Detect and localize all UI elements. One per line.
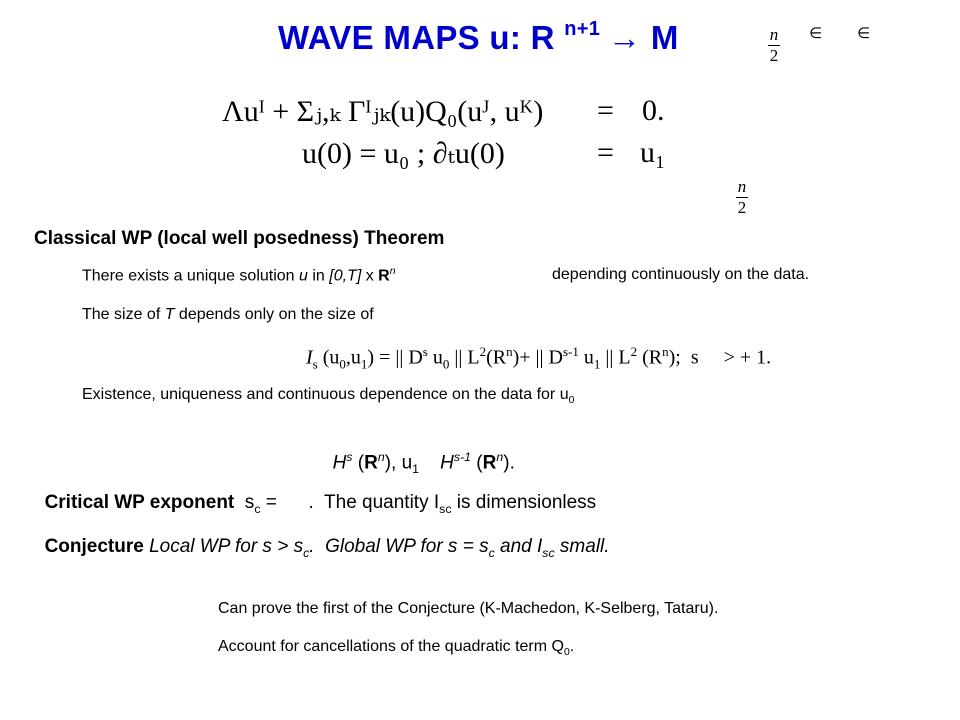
- equation-fraction: $\frac{n}{2}$: [737, 177, 747, 217]
- title-lead: WAVE MAPS u: R: [278, 19, 565, 56]
- equation-line-1-rhs: 0.: [642, 94, 665, 127]
- element-of-icon-2: ∈: [857, 24, 871, 42]
- theorem-line-1-tail: depending continuously on the data.: [552, 266, 810, 283]
- element-of-icon: ∈: [809, 24, 823, 42]
- equation-line-2-equals: =: [597, 136, 614, 169]
- page-title: [278, 18, 679, 57]
- sobolev-spaces: $H^s$ $(R^n)$, $u_1$ $H^{s-1}$ $(R^n)$.: [332, 450, 515, 477]
- equation-line-2-rhs: u₁: [640, 136, 666, 169]
- corner-fraction: $\frac{n}{2}$: [769, 25, 779, 65]
- theorem-line-3: Existence, uniqueness and continuous dependence on the data for $u_0$: [82, 386, 575, 407]
- conjecture-line: Conjecture Local WP for $s > s_c$. Global WP for $s = s_c$ and $I_{sc}$ small.: [44, 536, 610, 560]
- theorem-heading: Classical WP (local well posedness) Theorem: [34, 228, 445, 249]
- title-exponent: n+1: [564, 18, 601, 40]
- title-target: M: [641, 19, 679, 56]
- note-line-2: Account for cancellations of the quadratic term $Q_0$.: [218, 638, 575, 659]
- theorem-line-2: The size of T depends only on the size of: [82, 306, 374, 323]
- equation-line-1-equals: =: [597, 94, 614, 127]
- title-arrow: →: [608, 19, 642, 56]
- equation-line-1-lhs: Λuᴵ + Σⱼ,ₖ Γᴵⱼₖ(u)Q₀(uᴶ, uᴷ): [222, 95, 544, 128]
- note-line-1: Can prove the first of the Conjecture (K-Machedon, K-Selberg, Tataru).: [218, 600, 719, 617]
- equation-line-2-lhs: u(0) = u₀ ; ∂ₜu(0): [302, 137, 505, 170]
- theorem-line-1: There exists a unique solution u in [0,T] x $R^n$ depending continuously on the data.: [82, 266, 810, 285]
- norm-definition: $I_s$ $(u_0,u_1)$ = || $D^s$ $u_0$ || $L^2(R^n)+$ || $D^{s-1}$ $u_1$ || $L^2$ $(R^n)$; s > + 1.: [306, 344, 772, 372]
- critical-exponent-line: Critical WP exponent $s_c$ = . The quantity $I_{sc}$ is dimensionless: [44, 492, 597, 516]
